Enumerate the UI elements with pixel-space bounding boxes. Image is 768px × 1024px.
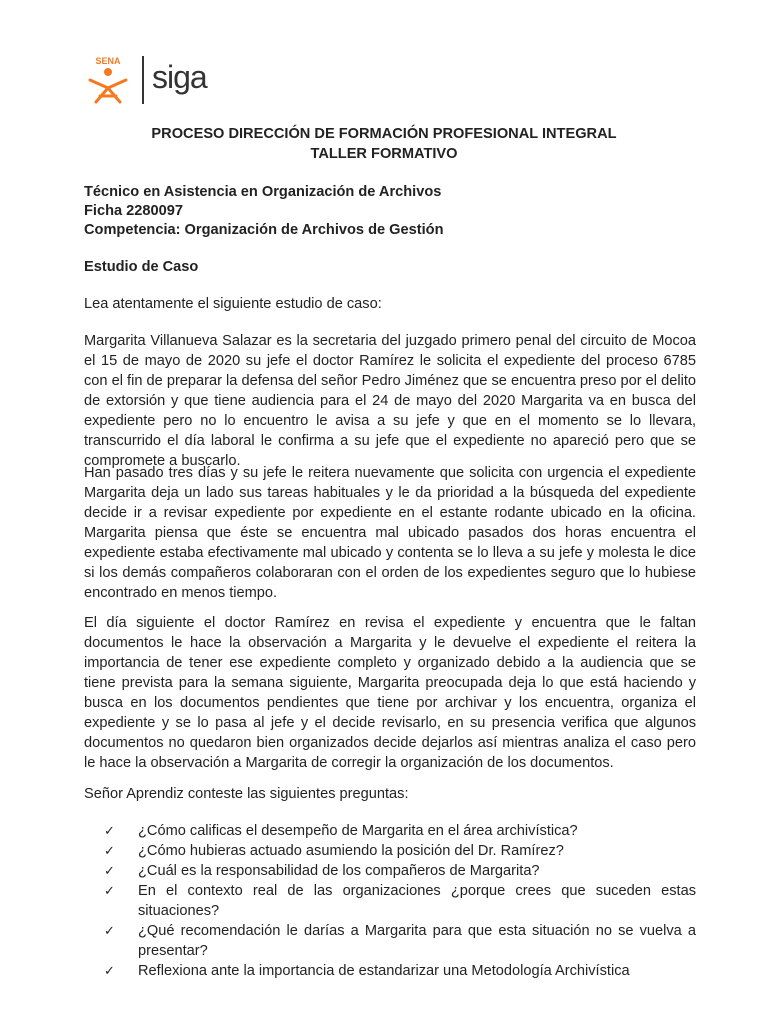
logo-divider — [142, 56, 144, 104]
questions-list — [104, 821, 696, 981]
competencia: Competencia: Organización de Archivos de Gestión — [84, 222, 444, 238]
document-title-line1: PROCESO DIRECCIÓN DE FORMACIÓN PROFESIONAL INTEGRAL — [151, 126, 617, 142]
question-item — [104, 861, 696, 881]
question-item — [104, 881, 696, 921]
checkmark-icon: ✓ — [104, 923, 115, 938]
ficha-number: Ficha 2280097 — [84, 203, 183, 219]
checkmark-icon: ✓ — [104, 843, 115, 858]
question-text: ¿Cómo calificas el desempeño de Margarita en el área archivística? — [138, 823, 578, 839]
question-text: ¿Qué recomendación le darías a Margarita para que esta situación no se vuelva a presentar? — [138, 923, 696, 959]
sena-logo-text: SENA — [95, 56, 121, 66]
intro-text: Lea atentamente el siguiente estudio de caso: — [84, 296, 382, 312]
program-name: Técnico en Asistencia en Organización de Archivos — [84, 184, 442, 200]
case-paragraph-3: El día siguiente el doctor Ramírez en revisa el expediente y encuentra que le faltan documentos le hace la observación a Margarita y le devuelve el expediente el reitera la importancia de tener ese expediente completo y organizado debido a la audiencia que se tiene prevista para la semana siguiente, Margarita preocupada deja lo que está haciendo y busca en los documentos pendientes que tiene por archivar y los encuentra, organiza el expediente y se lo pasa al jefe y el decide revisarlo, en su presencia verifica que algunos documentos no quedaron bien organizados decide dejarlos así mientras analiza el caso pero le hace la observación a Margarita de corregir la organización de los documentos. — [84, 615, 696, 771]
question-item — [104, 921, 696, 961]
question-text: ¿Cómo hubieras actuado asumiendo la posición del Dr. Ramírez? — [138, 843, 564, 859]
question-item — [104, 821, 696, 841]
question-item — [104, 841, 696, 861]
case-paragraph-1: Margarita Villanueva Salazar es la secretaria del juzgado primero penal del circuito de Mocoa el 15 de mayo de 2020 su jefe el doctor Ramírez le solicita el expediente del proceso 6785 con el fin de preparar la defensa del señor Pedro Jiménez que se encuentra preso por el delito de extorsión y que tiene audiencia para el 24 de mayo del 2020 Margarita va en busca del expediente pero no lo encuentro le avisa a su jefe y que en el momento se lo llevara, transcurrido el día laboral le confirma a su jefe que el expediente no apareció pero que se compromete a buscarlo. — [84, 333, 696, 469]
question-text: Reflexiona ante la importancia de estandarizar una Metodología Archivística — [138, 963, 630, 979]
document-title-line2: TALLER FORMATIVO — [310, 146, 458, 162]
siga-logo-text: siga — [152, 60, 207, 95]
case-paragraph-2: Han pasado tres días y su jefe le reitera nuevamente que solicita con urgencia el expediente Margarita deja un lado sus tareas habituales y le da prioridad a la búsqueda del expediente decide ir a revisar expediente por expediente en el estante rodante ubicado en la oficina. Margarita piensa que éste se encuentra mal ubicado pasados dos horas encuentra el expediente estaba efectivamente mal ubicado y contenta se lo lleva a su jefe y molesta le dice si los demás compañeros colaboraran con el orden de los expedientes seguro que lo hubiese encontrado en menos tiempo. — [84, 465, 696, 601]
siga-logo — [150, 60, 242, 100]
checkmark-icon: ✓ — [104, 863, 115, 878]
section-heading: Estudio de Caso — [84, 259, 199, 275]
question-text: ¿Cuál es la responsabilidad de los compañeros de Margarita? — [138, 863, 540, 879]
checkmark-icon: ✓ — [104, 823, 115, 838]
question-item — [104, 961, 696, 981]
sena-logo — [84, 52, 132, 108]
question-text: En el contexto real de las organizaciones ¿porque crees que suceden estas situaciones? — [138, 883, 696, 919]
checkmark-icon: ✓ — [104, 963, 115, 978]
questions-intro: Señor Aprendiz conteste las siguientes preguntas: — [84, 786, 409, 802]
checkmark-icon: ✓ — [104, 883, 115, 898]
header-logos — [84, 52, 284, 112]
